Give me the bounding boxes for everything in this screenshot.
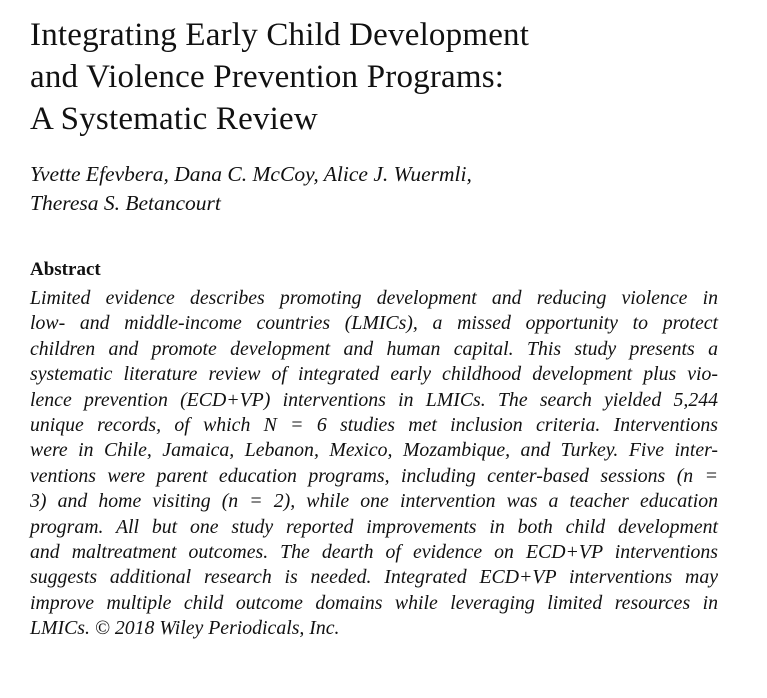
abstract-line: lence prevention (ECD+VP) interventions in LMICs. The search yielded 5,244: [30, 388, 718, 411]
abstract-heading: Abstract: [30, 259, 101, 280]
abstract-line: were in Chile, Jamaica, Lebanon, Mexico, Mozambique, and Turkey. Five inter-: [30, 439, 718, 462]
article-title: [30, 14, 730, 140]
abstract-line: systematic literature review of integrated early childhood development plus vio-: [30, 363, 718, 386]
abstract-text: [30, 286, 718, 642]
abstract-line: Limited evidence describes promoting development and reducing violence in: [30, 287, 718, 309]
abstract-line: improve multiple child outcome domains while leveraging limited resources in: [30, 591, 718, 614]
title-line-1: Integrating Early Child Development: [30, 17, 530, 53]
abstract-line: LMICs. © 2018 Wiley Periodicals, Inc.: [30, 617, 340, 640]
abstract-line: and maltreatment outcomes. The dearth of evidence on ECD+VP interventions: [30, 541, 718, 564]
author-line-1: Yvette Efevbera, Dana C. McCoy, Alice J. Wuermli,: [30, 162, 472, 186]
author-list: [30, 160, 730, 218]
abstract-line: children and promote development and human capital. This study presents a: [30, 337, 718, 360]
abstract-line: suggests additional research is needed. Integrated ECD+VP interventions may: [30, 566, 718, 589]
title-line-3: A Systematic Review: [30, 101, 318, 137]
author-line-2: Theresa S. Betancourt: [30, 191, 221, 215]
title-line-2: and Violence Prevention Programs:: [30, 59, 505, 95]
abstract-line: low- and middle-income countries (LMICs), a missed opportunity to protect: [30, 312, 718, 335]
abstract-line: program. All but one study reported improvements in both child development: [30, 515, 718, 538]
abstract-line: unique records, of which N = 6 studies met inclusion criteria. Interventions: [30, 414, 718, 437]
abstract-line: ventions were parent education programs, including center-based sessions (n =: [30, 464, 718, 487]
article-first-page: [30, 14, 730, 642]
abstract-line: 3) and home visiting (n = 2), while one intervention was a teacher education: [30, 490, 718, 513]
